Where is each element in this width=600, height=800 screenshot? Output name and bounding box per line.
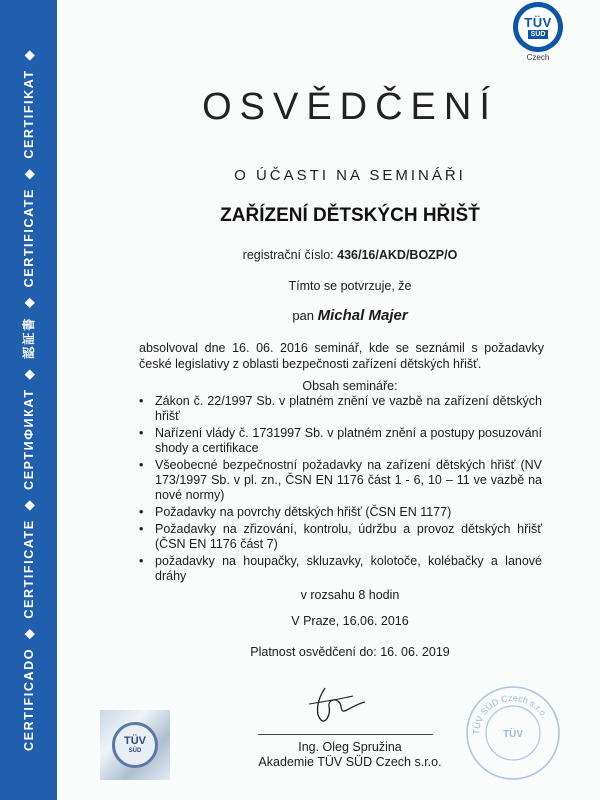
hologram-text-sud: SÜD <box>128 747 142 754</box>
list-item: • Požadavky na zřizování, kontrolu, údržbu a provoz dětských hřišť (ČSN EN 1176 část 7) <box>137 522 542 552</box>
band-segment: CERTIFICADO <box>22 647 36 751</box>
diamond-icon: ◆ <box>22 368 36 380</box>
diamond-icon: ◆ <box>22 296 36 308</box>
recipient-name: Michal Majer <box>317 307 408 324</box>
band-segment: СЕРТИФИКАТ <box>22 388 36 490</box>
registration-label: registrační číslo: <box>242 248 334 262</box>
content-heading: Obsah semináře: <box>302 379 398 393</box>
validity-text: Platnost osvědčení do: 16. 06. 2019 <box>250 645 450 659</box>
completion-paragraph: absolvoval dne 16. 06. 2016 seminář, kde se seznámil s požadavky české legislativy z oblasti bezpečnosti zařízení dětských hřišť. <box>139 341 544 371</box>
hologram-logo-icon <box>112 722 158 768</box>
signer-name: Ing. Oleg Spružina <box>298 740 402 754</box>
diamond-icon: ◆ <box>22 49 36 61</box>
diamond-icon: ◆ <box>22 627 36 639</box>
tuv-sud-logo <box>510 2 566 62</box>
list-item: • požadavky na houpačky, skluzavky, kolotoče, kolébačky a lanové dráhy <box>137 554 542 584</box>
certificate-subtitle: O ÚČASTI NA SEMINÁŘI <box>234 167 466 184</box>
band-segment: 認証書 <box>22 316 36 360</box>
band-text <box>19 47 37 753</box>
recipient-prefix: pan <box>292 308 315 323</box>
list-item: • Požadavky na povrchy dětských hřišť (ČSN EN 1177) <box>137 505 542 520</box>
list-item: • Všeobecné bezpečnostní požadavky na zařízení dětských hřišť (NV 173/1997 Sb. v pl. zn., ČSN EN 1176 část 1 - 6, 10 – 11 ve vazbě na nové normy) <box>137 458 542 503</box>
band-segment: CERTIFICATE <box>22 519 36 619</box>
list-item: • Zákon č. 22/1997 Sb. v platném znění ve vazbě na zařízení dětských hřišť <box>137 394 542 424</box>
signer-block <box>200 740 500 770</box>
signature-line <box>258 734 433 735</box>
logo-text-sud: SÜD <box>528 30 549 39</box>
diamond-icon: ◆ <box>22 498 36 511</box>
registration-number <box>150 248 550 262</box>
signer-organization: Akademie TÜV SÜD Czech s.r.o. <box>258 755 442 769</box>
logo-text-tuv: TÜV <box>524 14 552 30</box>
content-list <box>137 394 542 586</box>
logo-caption: Czech <box>526 53 550 62</box>
scope-text: v rozsahu 8 hodin <box>300 588 400 602</box>
place-date: V Praze, 16.06. 2016 <box>291 614 409 628</box>
stamp-logo-text: TÜV <box>503 729 523 740</box>
company-stamp <box>465 685 561 781</box>
seminar-heading: ZAŘÍZENÍ DĚTSKÝCH HŘIŠŤ <box>220 205 480 226</box>
certificate-title: OSVĚDČENÍ <box>202 86 498 128</box>
band-segment: CERTIFIKAT <box>22 69 36 159</box>
stamp-text: TÜV SÜD Czech s.r.o. <box>470 692 550 736</box>
tuv-logo-icon <box>513 2 563 52</box>
tuv-hologram <box>100 710 170 780</box>
recipient <box>150 307 550 324</box>
certificate-side-band <box>0 0 57 800</box>
band-segment: CERTIFICATE <box>22 188 36 288</box>
signature-image <box>295 680 375 730</box>
list-item: • Nařízení vlády č. 1731997 Sb. v platném znění a postupy posuzování shody a certifikace <box>137 426 542 456</box>
diamond-icon: ◆ <box>22 167 36 179</box>
registration-value: 436/16/AKD/BOZP/O <box>337 248 458 262</box>
hologram-text-tuv: TÜV <box>124 734 146 747</box>
confirm-text: Tímto se potvrzuje, že <box>288 279 412 293</box>
